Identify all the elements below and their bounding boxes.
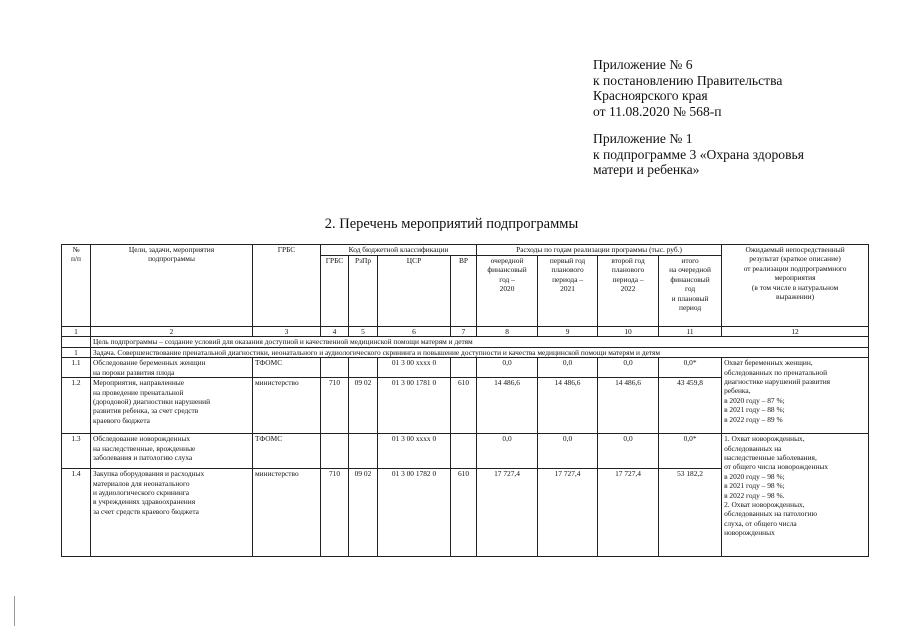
row-rzpr: 09 02 [349,469,378,557]
row-vr [451,358,477,378]
row-num: 1.4 [62,469,91,557]
row-csr: 01 3 00 хххх 0 [378,434,451,469]
annex-6-header: Приложение № 6 к постановлению Правительства Красноярского края от 11.08.2020 № 568-п [593,57,783,119]
row-name: Закупка оборудования и расходных материалов для неонатального и аудиологического скрининга в учреждениях здравоохранения за счет средств краевого бюджета [91,469,253,557]
column-number: 11 [659,327,722,337]
measures-table [61,244,869,557]
column-number: 6 [378,327,451,337]
task-num: 1 [62,347,91,357]
row-year-2020: 14 486,6 [477,378,538,434]
column-numbers-row [62,327,869,337]
header-num: № п/п [62,245,91,327]
task-row: Задача. Совершенствование пренатальной диагностики, неонатального и аудиологического скрининга и повышение доступности и качества медицинской помощи матерям и детям [91,347,869,357]
row-vr: 610 [451,378,477,434]
row-name: Мероприятия, направленные на проведение пренатальной (дородовой) диагностики нарушений развития ребенка, за счет средств краевого бюджета [91,378,253,434]
row-year-2021: 0,0 [538,358,598,378]
row-name: Обследование новорожденных на наследственные, врожденные заболевания и патологию слуха [91,434,253,469]
column-number: 3 [253,327,321,337]
result-neonatal: 1. Охват новорожденных, обследованных на наследственные заболевания, от общего числа новорожденных в 2020 году – 98 %; в 2021 году – 98 %; в 2022 году – 98 %. 2. Охват новорожденных, обследованных на патологию слуха, от общего числа новорожденных [722,434,869,557]
row-grbs-code: 710 [321,469,349,557]
row-vr: 610 [451,469,477,557]
row-vr [451,434,477,469]
row-total: 43 459,8 [659,378,722,434]
goal-num-cell [62,337,91,347]
column-number: 4 [321,327,349,337]
header-csr: ЦСР [378,256,451,327]
header-vr: ВР [451,256,477,327]
row-total: 0,0* [659,434,722,469]
header-year-2022: второй год планового периода – 2022 [598,256,659,327]
column-number: 12 [722,327,869,337]
annex-1-header: Приложение № 1 к подпрограмме 3 «Охрана здоровья матери и ребенка» [593,131,804,178]
row-grbs-code [321,358,349,378]
row-grbs: ТФОМС [253,358,321,378]
column-number: 5 [349,327,378,337]
row-year-2022: 17 727,4 [598,469,659,557]
row-rzpr: 09 02 [349,378,378,434]
column-number: 8 [477,327,538,337]
row-name: Обследование беременных женщин на пороки развития плода [91,358,253,378]
row-csr: 01 3 00 1781 0 [378,378,451,434]
header-budget-code: Код бюджетной классификации [321,245,477,256]
table-row [62,358,869,378]
result-prenatal: Охват беременных женщин, обследованных по пренатальной диагностике нарушений развития ребенка, в 2020 году – 87 %; в 2021 году – 88 %; в 2022 году – 89 % [722,358,869,434]
row-num: 1.2 [62,378,91,434]
header-total: итого на очередной финансовый год и плановый период [659,256,722,327]
table-row [62,434,869,469]
header-year-2020: очередной финансовый год – 2020 [477,256,538,327]
header-goals: Цели, задачи, мероприятия подпрограммы [91,245,253,327]
row-num: 1.3 [62,434,91,469]
row-csr: 01 3 00 1782 0 [378,469,451,557]
row-rzpr [349,358,378,378]
row-csr: 01 3 00 хххх 0 [378,358,451,378]
row-year-2020: 17 727,4 [477,469,538,557]
goal-row: Цель подпрограммы – создание условий для оказания доступной и качественной медицинской помощи матерям и детям [91,337,869,347]
row-total: 53 182,2 [659,469,722,557]
row-year-2022: 0,0 [598,434,659,469]
row-year-2020: 0,0 [477,358,538,378]
row-grbs-code: 710 [321,378,349,434]
row-year-2021: 0,0 [538,434,598,469]
header-grbs-code: ГРБС [321,256,349,327]
header-year-2021: первый год планового периода – 2021 [538,256,598,327]
row-year-2021: 17 727,4 [538,469,598,557]
header-grbs: ГРБС [253,245,321,327]
row-num: 1.1 [62,358,91,378]
row-year-2021: 14 486,6 [538,378,598,434]
row-grbs: министерство [253,378,321,434]
scan-edge-mark [14,596,15,626]
column-number: 9 [538,327,598,337]
page-title: 2. Перечень мероприятий подпрограммы [324,216,579,232]
row-year-2022: 14 486,6 [598,378,659,434]
row-total: 0,0* [659,358,722,378]
row-grbs-code [321,434,349,469]
column-number: 10 [598,327,659,337]
column-number: 1 [62,327,91,337]
column-number: 2 [91,327,253,337]
header-result: Ожидаемый непосредственный результат (краткое описание) от реализации подпрограммного мероприятия (в том числе в натуральном выражении) [722,245,869,327]
row-grbs: министерство [253,469,321,557]
column-number: 7 [451,327,477,337]
header-expenses: Расходы по годам реализации программы (тыс. руб.) [477,245,722,256]
row-grbs: ТФОМС [253,434,321,469]
header-rzpr: РзПр [349,256,378,327]
row-year-2022: 0,0 [598,358,659,378]
row-year-2020: 0,0 [477,434,538,469]
row-rzpr [349,434,378,469]
